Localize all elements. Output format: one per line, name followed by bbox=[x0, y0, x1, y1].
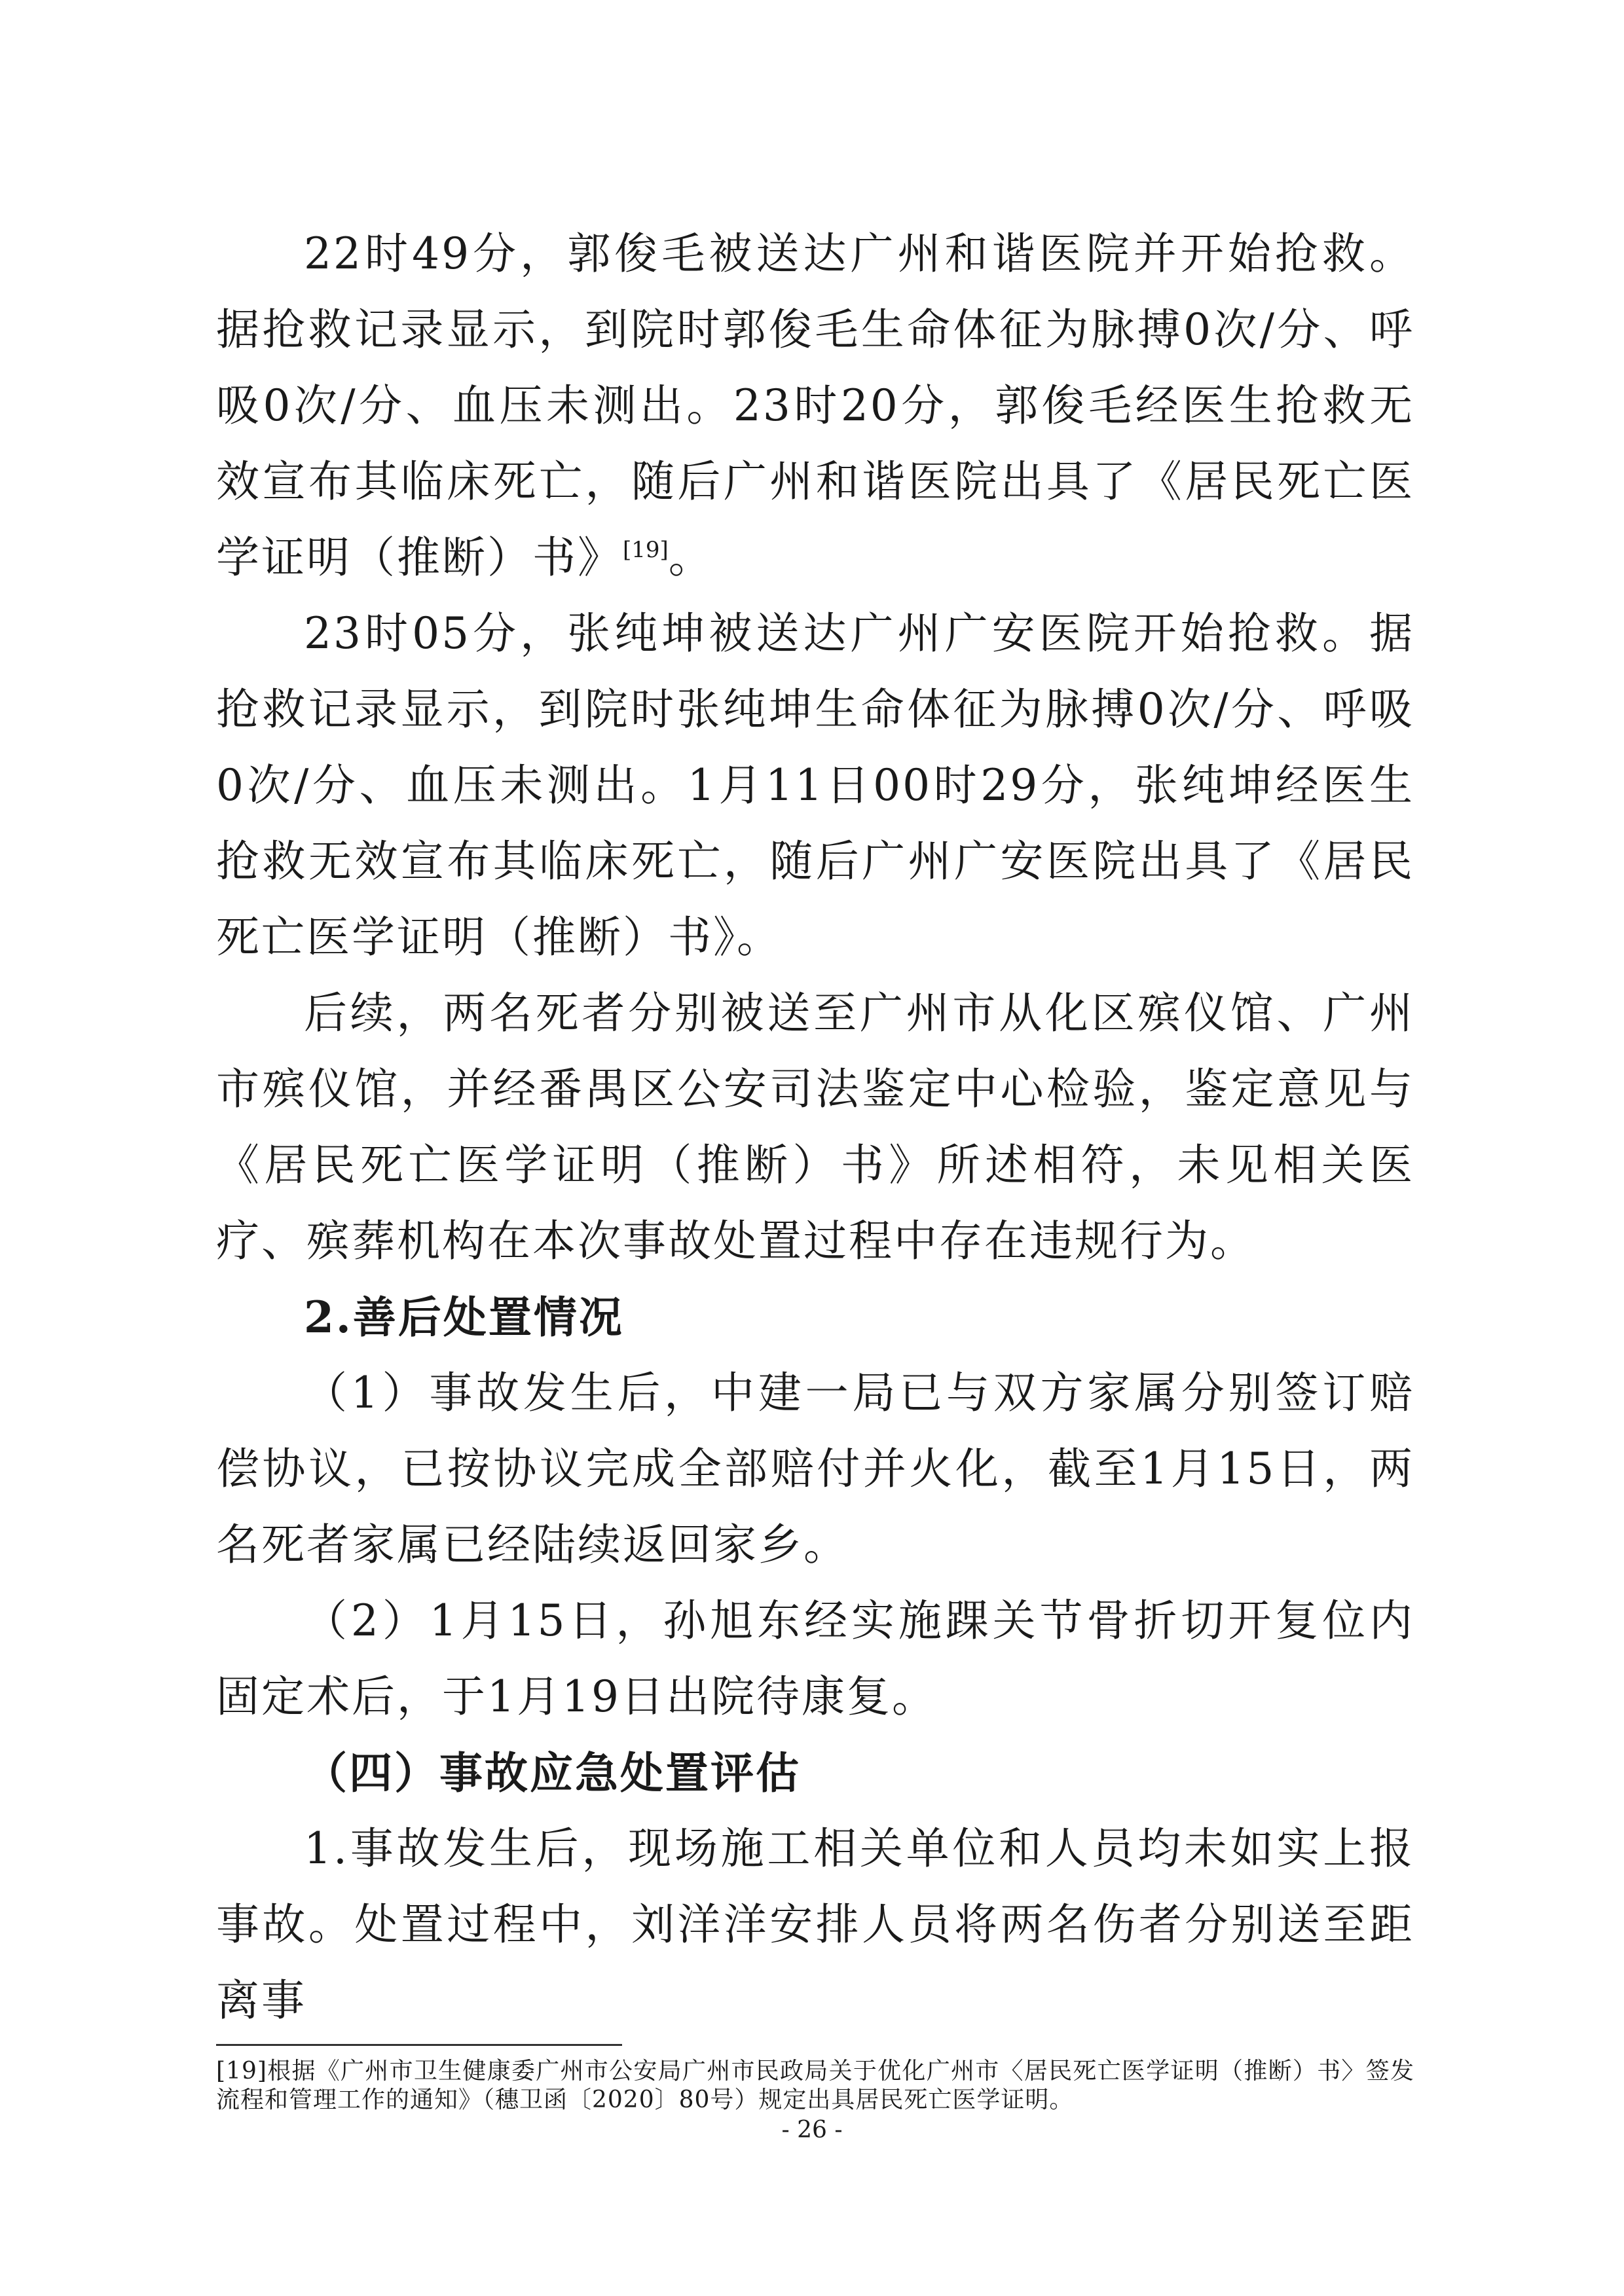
paragraph-injured-recovery: （2）1月15日，孙旭东经实施踝关节骨折切开复位内固定术后，于1月19日出院待康复。 bbox=[216, 1595, 1414, 1722]
section-heading-aftermath: 2.善后处置情况 bbox=[304, 1292, 624, 1343]
paragraph-compensation: （1）事故发生后，中建一局已与双方家属分别签订赔偿协议，已按协议完成全部赔付并火化，截至1月15日，两名死者家属已经陆续返回家乡。 bbox=[216, 1368, 1414, 1570]
footnote-reference: [19] bbox=[623, 537, 669, 563]
paragraph-guo-rescue-end: 。 bbox=[668, 532, 714, 583]
page-number: - 26 - bbox=[781, 2117, 843, 2143]
paragraph-assessment-1: 1.事故发生后，现场施工相关单位和人员均未如实上报事故。处置过程中，刘洋洋安排人员将两名伤者分别送至距离事 bbox=[216, 1823, 1414, 2026]
body-text bbox=[216, 216, 1414, 2039]
paragraph-follow-up: 后续，两名死者分别被送至广州市从化区殡仪馆、广州市殡仪馆，并经番禺区公安司法鉴定中心检验，鉴定意见与《居民死亡医学证明（推断）书》所述相符，未见相关医疗、殡葬机构在本次事故处置过程中存在违规行为。 bbox=[216, 988, 1414, 1266]
section-heading-emergency-assessment: （四）事故应急处置评估 bbox=[304, 1747, 801, 1798]
paragraph-zhang-rescue: 23时05分，张纯坤被送达广州广安医院开始抢救。据抢救记录显示，到院时张纯坤生命体征为脉搏0次/分、呼吸0次/分、血压未测出。1月11日00时29分，张纯坤经医生抢救无效宣布其临床死亡，随后广州广安医院出具了《居民死亡医学证明（推断）书》。 bbox=[216, 608, 1414, 962]
paragraph-guo-rescue bbox=[216, 216, 1414, 596]
footnote: [19]根据《广州市卫生健康委广州市公安局广州市民政局关于优化广州市〈居民死亡医学证明（推断）书〉签发流程和管理工作的通知》（穗卫函〔2020〕80号）规定出具居民死亡医学证明。 bbox=[216, 2058, 1414, 2113]
paragraph-guo-rescue-text: 22时49分，郭俊毛被送达广州和谐医院并开始抢救。据抢救记录显示，到院时郭俊毛生命体征为脉搏0次/分、呼吸0次/分、血压未测出。23时20分，郭俊毛经医生抢救无效宣布其临床死亡，随后广州和谐医院出具了《居民死亡医学证明（推断）书》 bbox=[216, 228, 1414, 583]
footnote-divider bbox=[216, 2044, 622, 2046]
